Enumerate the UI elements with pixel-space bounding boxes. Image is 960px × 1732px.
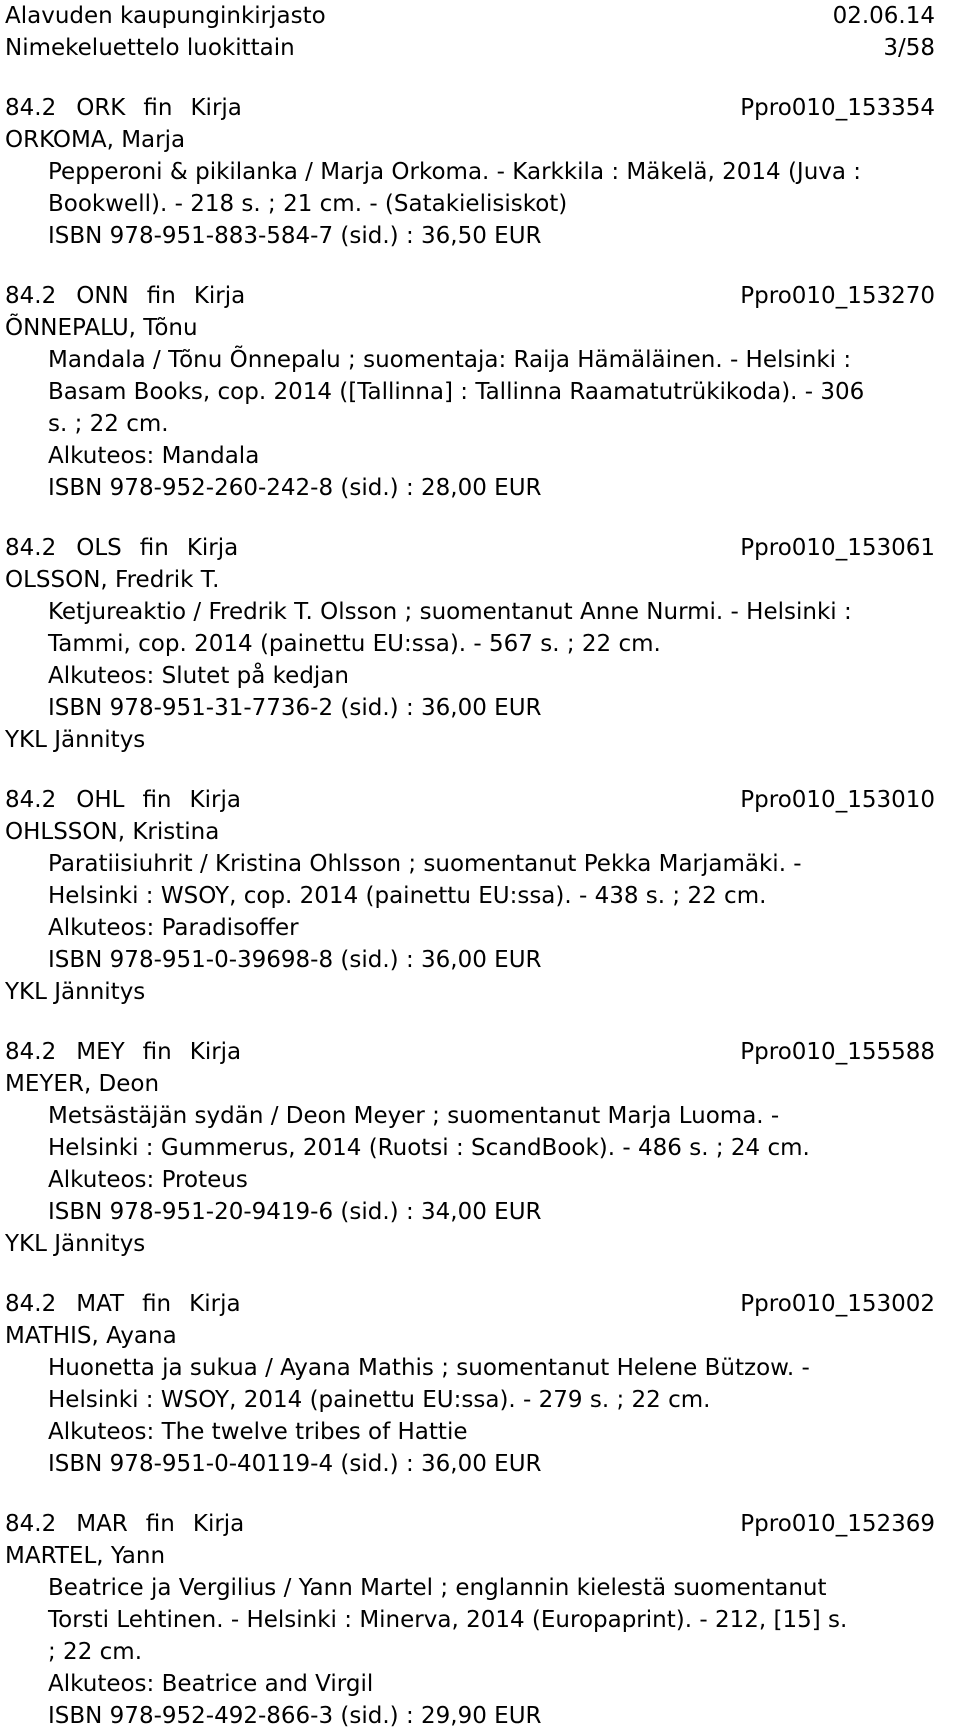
language-code: fin — [146, 283, 176, 309]
class-number: 84.2 — [5, 787, 57, 813]
record-id: Ppro010_152369 — [740, 1511, 935, 1537]
description-line: Alkuteos: Mandala — [48, 443, 260, 469]
entry-header-row — [5, 280, 935, 312]
description-line: Alkuteos: Proteus — [48, 1167, 248, 1193]
catalog-entry — [5, 784, 935, 1008]
description-line: Helsinki : WSOY, cop. 2014 (painettu EU:ssa). - 438 s. ; 22 cm. — [48, 883, 767, 909]
shelf-code: MAR — [76, 1511, 128, 1537]
material-type: Kirja — [186, 535, 239, 561]
language-code: fin — [143, 95, 173, 121]
ykl-genre: YKL Jännitys — [5, 979, 146, 1005]
description-line: Alkuteos: The twelve tribes of Hattie — [48, 1419, 468, 1445]
shelf-code: ONN — [76, 283, 129, 309]
author-heading: MEYER, Deon — [5, 1071, 160, 1097]
catalog-entry — [5, 1036, 935, 1260]
entry-header-row — [5, 532, 935, 564]
bibliographic-description — [5, 848, 935, 976]
catalog-entry — [5, 1508, 935, 1732]
classification — [5, 784, 259, 816]
class-number: 84.2 — [5, 535, 57, 561]
description-line: Huonetta ja sukua / Ayana Mathis ; suomentanut Helene Bützow. - — [48, 1355, 810, 1381]
class-number: 84.2 — [5, 95, 57, 121]
author-heading: MARTEL, Yann — [5, 1543, 166, 1569]
author-heading: OHLSSON, Kristina — [5, 819, 220, 845]
entry-header-row — [5, 1036, 935, 1068]
material-type: Kirja — [193, 283, 246, 309]
record-id: Ppro010_155588 — [740, 1039, 935, 1065]
list-title: Nimekeluettelo luokittain — [5, 35, 295, 61]
language-code: fin — [142, 1039, 172, 1065]
description-line: Ketjureaktio / Fredrik T. Olsson ; suomentanut Anne Nurmi. - Helsinki : — [48, 599, 852, 625]
author-heading: OLSSON, Fredrik T. — [5, 567, 220, 593]
description-line: Beatrice ja Vergilius / Yann Martel ; englannin kielestä suomentanut — [48, 1575, 827, 1601]
description-line: ISBN 978-951-0-39698-8 (sid.) : 36,00 EUR — [48, 947, 542, 973]
shelf-code: MAT — [76, 1291, 125, 1317]
class-number: 84.2 — [5, 283, 57, 309]
entry-header-row — [5, 1288, 935, 1320]
description-line: ISBN 978-951-883-584-7 (sid.) : 36,50 EUR — [48, 223, 542, 249]
entry-header-row — [5, 92, 935, 124]
description-line: s. ; 22 cm. — [48, 411, 169, 437]
entry-header-row — [5, 1508, 935, 1540]
bibliographic-description — [5, 596, 935, 724]
description-line: Pepperoni & pikilanka / Marja Orkoma. - Karkkila : Mäkelä, 2014 (Juva : — [48, 159, 862, 185]
material-type: Kirja — [189, 787, 241, 813]
shelf-code: MEY — [76, 1039, 125, 1065]
catalog-entry — [5, 280, 935, 504]
catalog-entry — [5, 532, 935, 756]
library-name: Alavuden kaupunginkirjasto — [5, 3, 326, 29]
entry-list — [5, 92, 935, 1732]
record-id: Ppro010_153010 — [740, 787, 935, 813]
description-line: Helsinki : WSOY, 2014 (painettu EU:ssa). - 279 s. ; 22 cm. — [48, 1387, 711, 1413]
page-header — [5, 0, 935, 64]
material-type: Kirja — [192, 1511, 245, 1537]
print-date: 02.06.14 — [832, 3, 935, 29]
language-code: fin — [145, 1511, 175, 1537]
language-code: fin — [142, 1291, 172, 1317]
classification — [5, 532, 256, 564]
class-number: 84.2 — [5, 1039, 57, 1065]
description-line: ISBN 978-951-20-9419-6 (sid.) : 34,00 EUR — [48, 1199, 542, 1225]
bibliographic-description — [5, 1100, 935, 1228]
record-id: Ppro010_153270 — [740, 283, 935, 309]
bibliographic-description — [5, 156, 935, 252]
record-id: Ppro010_153354 — [740, 95, 935, 121]
description-line: Tammi, cop. 2014 (painettu EU:ssa). - 567 s. ; 22 cm. — [48, 631, 661, 657]
entry-header-row — [5, 784, 935, 816]
description-line: Metsästäjän sydän / Deon Meyer ; suomentanut Marja Luoma. - — [48, 1103, 780, 1129]
ykl-genre: YKL Jännitys — [5, 1231, 146, 1257]
description-line: Basam Books, cop. 2014 ([Tallinna] : Tallinna Raamatutrükikoda). - 306 — [48, 379, 865, 405]
description-line: Torsti Lehtinen. - Helsinki : Minerva, 2014 (Europaprint). - 212, [15] s. — [48, 1607, 848, 1633]
description-line: Paratiisiuhrit / Kristina Ohlsson ; suomentanut Pekka Marjamäki. - — [48, 851, 802, 877]
description-line: Helsinki : Gummerus, 2014 (Ruotsi : ScandBook). - 486 s. ; 24 cm. — [48, 1135, 810, 1161]
shelf-code: OLS — [76, 535, 122, 561]
description-line: ISBN 978-951-0-40119-4 (sid.) : 36,00 EUR — [48, 1451, 542, 1477]
shelf-code: ORK — [76, 95, 126, 121]
classification — [5, 1036, 259, 1068]
page-number: 3/58 — [883, 35, 935, 61]
record-id: Ppro010_153061 — [740, 535, 935, 561]
description-line: Bookwell). - 218 s. ; 21 cm. - (Satakielisiskot) — [48, 191, 568, 217]
material-type: Kirja — [190, 95, 242, 121]
catalog-entry — [5, 92, 935, 252]
catalog-page — [5, 0, 935, 1732]
class-number: 84.2 — [5, 1511, 57, 1537]
ykl-genre: YKL Jännitys — [5, 727, 146, 753]
classification — [5, 1508, 262, 1540]
bibliographic-description — [5, 344, 935, 504]
classification — [5, 280, 263, 312]
class-number: 84.2 — [5, 1291, 57, 1317]
record-id: Ppro010_153002 — [740, 1291, 935, 1317]
bibliographic-description — [5, 1352, 935, 1480]
author-heading: MATHIS, Ayana — [5, 1323, 177, 1349]
language-code: fin — [142, 787, 172, 813]
description-line: Alkuteos: Beatrice and Virgil — [48, 1671, 374, 1697]
bibliographic-description — [5, 1572, 935, 1732]
author-heading: ORKOMA, Marja — [5, 127, 186, 153]
description-line: ISBN 978-952-492-866-3 (sid.) : 29,90 EUR — [48, 1703, 542, 1729]
description-line: Alkuteos: Paradisoffer — [48, 915, 299, 941]
author-heading: ÕNNEPALU, Tõnu — [5, 315, 198, 341]
classification — [5, 92, 260, 124]
language-code: fin — [139, 535, 169, 561]
description-line: Alkuteos: Slutet på kedjan — [48, 663, 349, 689]
catalog-entry — [5, 1288, 935, 1480]
description-line: ISBN 978-951-31-7736-2 (sid.) : 36,00 EUR — [48, 695, 542, 721]
classification — [5, 1288, 259, 1320]
description-line: ISBN 978-952-260-242-8 (sid.) : 28,00 EUR — [48, 475, 542, 501]
material-type: Kirja — [189, 1039, 242, 1065]
shelf-code: OHL — [76, 787, 125, 813]
description-line: Mandala / Tõnu Õnnepalu ; suomentaja: Raija Hämäläinen. - Helsinki : — [48, 347, 852, 373]
material-type: Kirja — [189, 1291, 241, 1317]
description-line: ; 22 cm. — [48, 1639, 142, 1665]
